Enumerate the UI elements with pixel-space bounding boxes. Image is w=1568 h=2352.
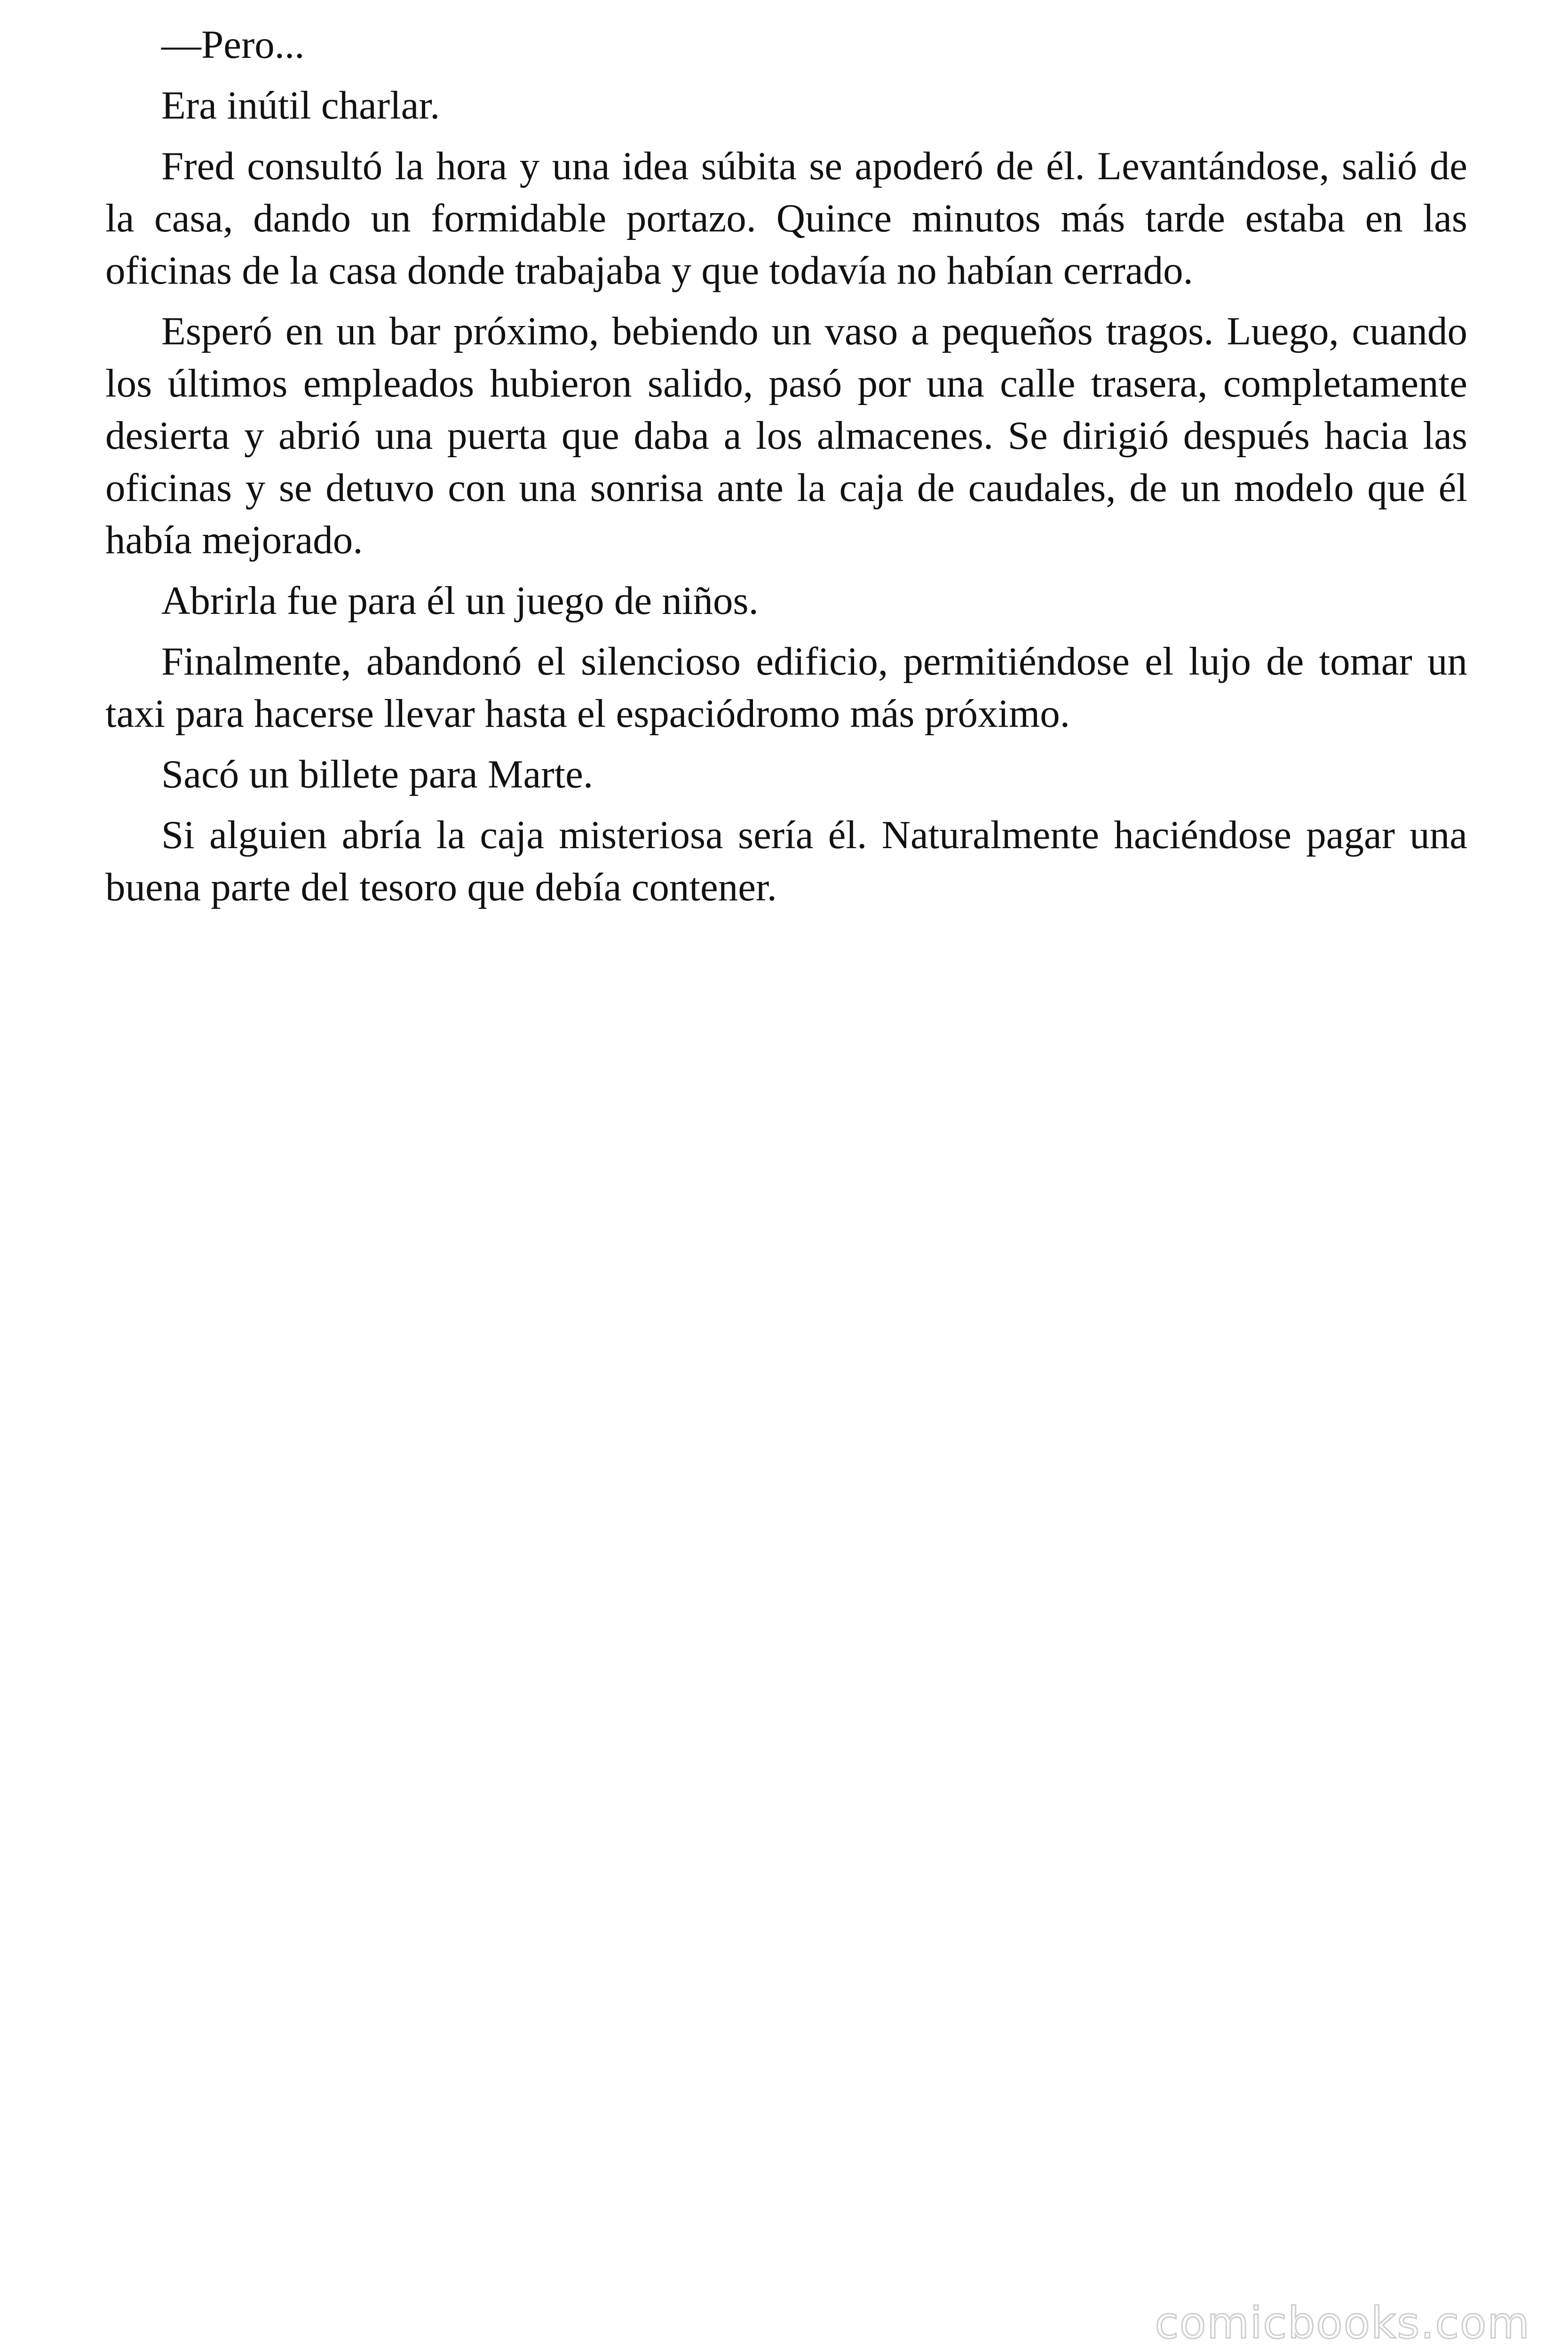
paragraph: Finalmente, abandonó el silencioso edificio, permitiéndose el lujo de tomar un taxi para hacerse llevar hasta el espaciódromo más próximo. xyxy=(105,639,1467,736)
paragraph: Abrirla fue para él un juego de niños. xyxy=(161,579,759,623)
watermark: comicbooks.com xyxy=(1155,2298,1530,2348)
paragraph: Esperó en un bar próximo, bebiendo un vaso a pequeños tragos. Luego, cuando los últimos empleados hubieron salido, pasó por una calle trasera, completamente desierta y abrió una puerta que daba a los almacenes. Se dirigió después hacia las oficinas y se detuvo con una sonrisa ante la caja de caudales, de un modelo que él había mejorado. xyxy=(105,309,1467,562)
page-body xyxy=(105,19,1467,922)
paragraph: Era inútil charlar. xyxy=(161,83,440,127)
paragraph: Sacó un billete para Marte. xyxy=(161,752,594,796)
paragraph: Si alguien abría la caja misteriosa sería él. Naturalmente haciéndose pagar una buena parte del tesoro que debía contener. xyxy=(105,813,1467,909)
paragraph-dialogue: —Pero... xyxy=(161,23,305,67)
paragraph: Fred consultó la hora y una idea súbita se apoderó de él. Levantándose, salió de la casa, dando un formidable portazo. Quince minutos más tarde estaba en las oficinas de la casa donde trabajaba y que todavía no habían cerrado. xyxy=(105,144,1467,293)
